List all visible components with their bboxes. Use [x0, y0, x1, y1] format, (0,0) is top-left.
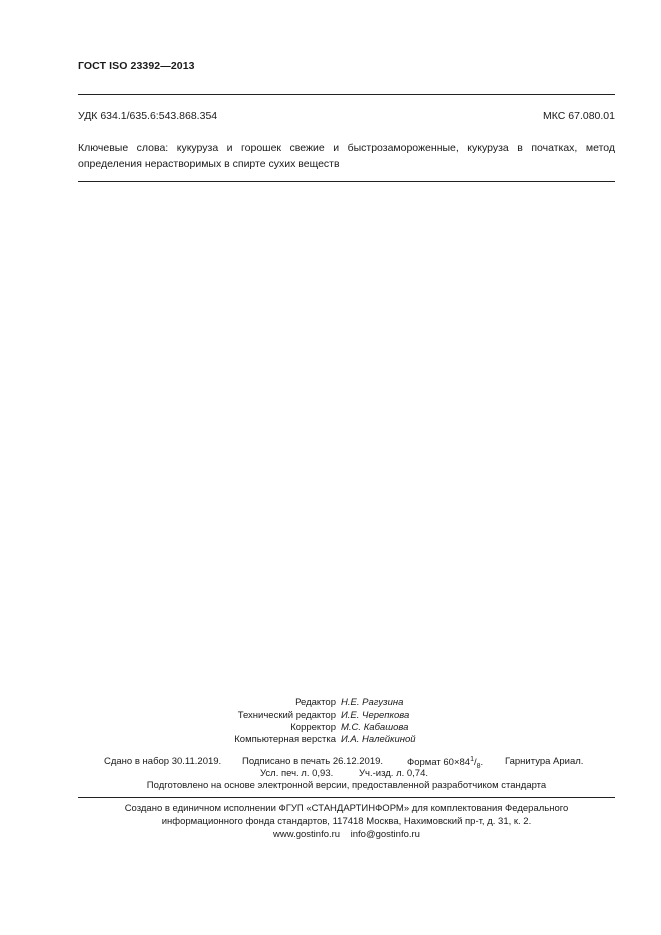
signed-date: Подписано в печать 26.12.2019.: [242, 756, 384, 767]
publisher-contacts: [78, 828, 615, 842]
credit-name: М.С. Кабашова: [341, 722, 409, 733]
credit-role: Технический редактор: [237, 710, 336, 721]
publisher-line-2: информационного фонда стандартов, 117418 Москва, Нахимовский пр-т, д. 31, к. 2.: [161, 816, 532, 827]
credit-name: Н.Е. Рагузина: [341, 697, 404, 708]
paper-format: Формат $60\times 84^1/_8$.: [407, 756, 484, 771]
udk-code: УДК 634.1/635.6:543.868.354: [78, 110, 218, 122]
format-denominator: 8: [476, 763, 481, 771]
print-sheets: Усл. печ. л. 0,93.: [260, 768, 334, 779]
format-suffix: .: [480, 757, 484, 769]
typeface: Гарнитура Ариал.: [505, 756, 584, 767]
keywords-text: Ключевые слова: кукуруза и горошек свежие и быстрозамороженные, кукуруза в початках, метод определения нерастворимых в спирте сухих веществ: [78, 142, 615, 170]
credit-role: Редактор: [295, 697, 336, 708]
credit-name: И.Е. Черепкова: [341, 710, 410, 721]
mks-code: МКС 67.080.01: [543, 110, 615, 122]
credit-name: И.А. Налейкиной: [341, 734, 416, 745]
standard-code: ГОСТ ISO 23392—2013: [78, 60, 195, 72]
imprint-rule: [78, 797, 615, 798]
email-link[interactable]: info@gostinfo.ru: [350, 829, 420, 840]
edition-sheets: Уч.-изд. л. 0,74.: [359, 768, 429, 779]
format-numerator: 1: [470, 756, 474, 763]
credit-role: Корректор: [290, 722, 336, 733]
prepared-note: Подготовлено на основе электронной версии, предоставленной разработчиком стандарта: [146, 780, 547, 791]
header-rule: [78, 94, 615, 95]
keywords-rule: [78, 181, 615, 182]
website-link[interactable]: www.gostinfo.ru: [273, 829, 341, 840]
format-prefix: Формат 60×84: [407, 757, 471, 769]
submitted-date: Сдано в набор 30.11.2019.: [104, 756, 222, 767]
credit-role: Компьютерная верстка: [234, 734, 336, 745]
publisher-line-1: Создано в единичном исполнении ФГУП «СТАНДАРТИНФОРМ» для комплектования Федерального: [124, 803, 569, 814]
